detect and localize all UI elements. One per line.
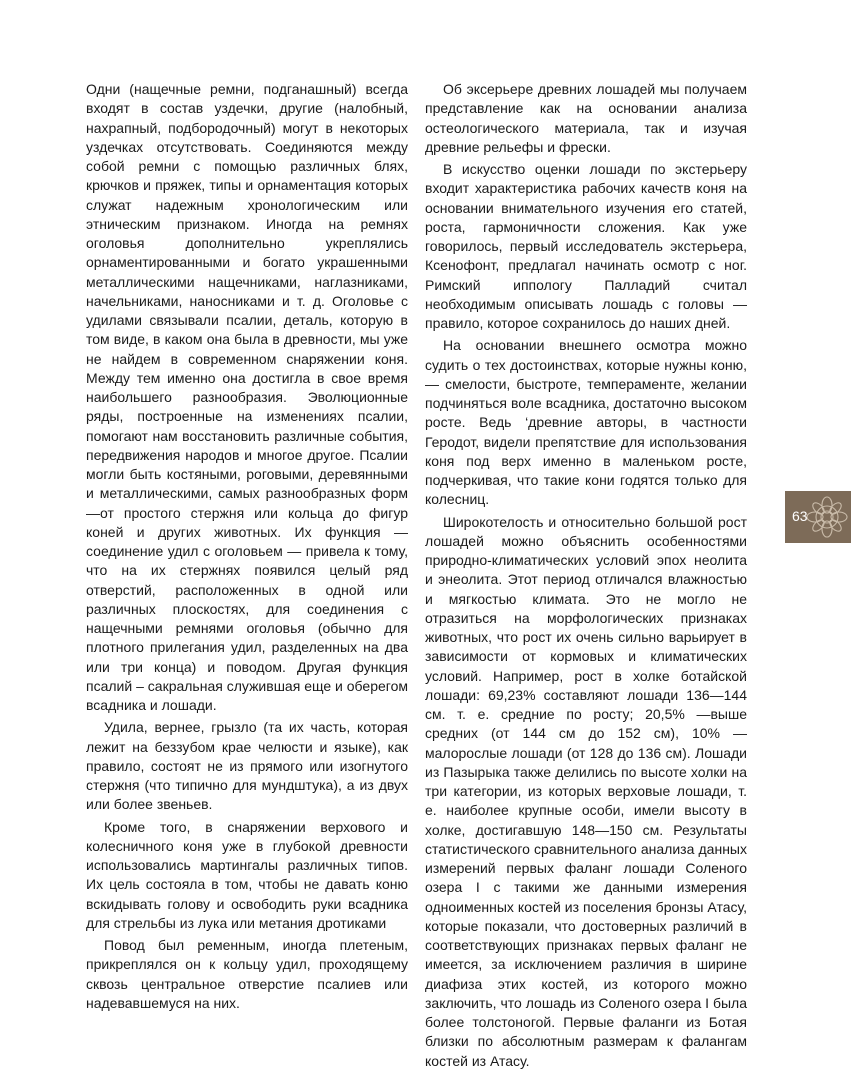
paragraph: В искусство оценки лошади по экстерьеру входит характеристика рабочих качеств коня на основании внимательного изучения его статей, роста, гармоничности сложения. Как уже говорилось, первый исследователь экстерьера, Ксенофонт, предлагал начинать осмотр с ног. Римский иппологу Палладий считал необходимым описывать лошадь с головы — правило, которое сохранилось до наших дней. bbox=[425, 161, 747, 331]
page-number: 63 bbox=[792, 508, 808, 524]
paragraph: Повод был ременным, иногда плетеным, прикреплялся он к кольцу удил, проходящему сквозь центральное отверстие псалиев или надевавшемуся на них. bbox=[86, 937, 408, 1011]
paragraph: Удила, вернее, грызло (та их часть, которая лежит на беззубом крае челюсти и языке), как правило, состоят не из прямого или изогнутого стержня (что типично для мундштука), а из двух или более звеньев. bbox=[86, 719, 408, 813]
paragraph: Широкотелость и относительно большой рост лошадей можно объяснить особенностями природно-климатических условий эпох неолита и энеолита. Этот период отличался влажностью и мягкостью климата. Это не могло не отразиться на морфологических признаках животных, что рост их очень сильно варьирует в зависимости от кормовых и климатических условий. Например, рост в холке ботайской лошади: 69,23% составляют лошади 136—144 см. т. е. средние по росту; 20,5% —выше средних (от 144 см до 152 см), 10% — малорослые лошади (от 128 до 136 см). Лошади из Пазырыка также делились по высоте холки на три категории, из которых верховые лошади, т. е. наиболее крупные особи, имели высоту в холке, достигавшую 148—150 см. Результаты статистического сравнительного анализа данных измерений первых фаланг лошади Соленого озера I с такими же данными измерения одноименных костей из поселения бронзы Атасу, которые показали, что достоверных различий в соответствующих признаках первых фаланг не имеется, за исключением различия в ширине диафиза этих костей, из которого можно заключить, что лошадь из Соленого озера I была более толстоногой. Первые фаланги из Ботая близки по абсолютным размерам к фалангам костей из Атасу. bbox=[425, 513, 747, 1069]
paragraph: Об эксерьере древних лошадей мы получаем представление как на основании анализа остеологического материала, так и изучая древние рельефы и фрески. bbox=[425, 81, 747, 155]
floral-rosette-icon bbox=[803, 492, 851, 542]
right-text-column bbox=[425, 80, 747, 1071]
paragraph: Кроме того, в снаряжении верхового и колесничного коня уже в глубокой древности использовались мартингалы различных типов. Их цель состояла в том, чтобы не давать коню вскидывать голову и освободить руки всадника для стрельбы из лука или метания дротиками bbox=[86, 818, 408, 931]
paragraph: Одни (нащечные ремни, подганашный) всегда входят в состав уздечки, другие (налобный, нахрапный, подбородочный) могут в некоторых уздечках отсутствовать. Соединяются между собой ремни с помощью различных блях, крючков и пряжек, типы и орнаментация которых служат надежным хронологическим или этническим признаком. Иногда на ремнях оголовья дополнительно укреплялись орнаментированными и богато украшенными металлическими нащечниками, наглазниками, начельниками, наносниками и т. д. Оголовье с удилами связывали псалии, деталь, которую в том виде, в каком она была в древности, мы уже не найдем в современном снаряжении коня. Между тем именно она достигла в свое время наибольшего разнообразия. Эволюционные ряды, построенные на изменениях псалии, помогают нам восстановить различные события, передвижения народов и многое другое. Псалии могли быть костяными, роговыми, деревянными и металлическими, самых разнообразных форм—от простого стержня или кольца до фигур коней и других животных. Их функция — соединение удил с оголовьем — привела к тому, что на их стержнях появился целый ряд отверстий, расположенных в одной или различных плоскостях, для соединения с нащечными ремнями оголовья (обычно для плотного прилегания удил, разделенных на два или три конца) и поводом. Другая функция псалий – сакральная служившая еще и оберегом всадника и лошади. bbox=[86, 81, 408, 713]
left-text-column bbox=[86, 80, 408, 1013]
paragraph: На основании внешнего осмотра можно судить о тех достоинствах, которые нужны коню, — смелости, быстроте, темпераменте, желании подчиняться воле всадника, достаточно высоком росте. Ведь ‘древние авторы, в частности Геродот, видели препятствие для использования коня под верх именно в маленьком росте, подчеркивая, что такие кони годятся только для колесниц. bbox=[425, 337, 747, 508]
